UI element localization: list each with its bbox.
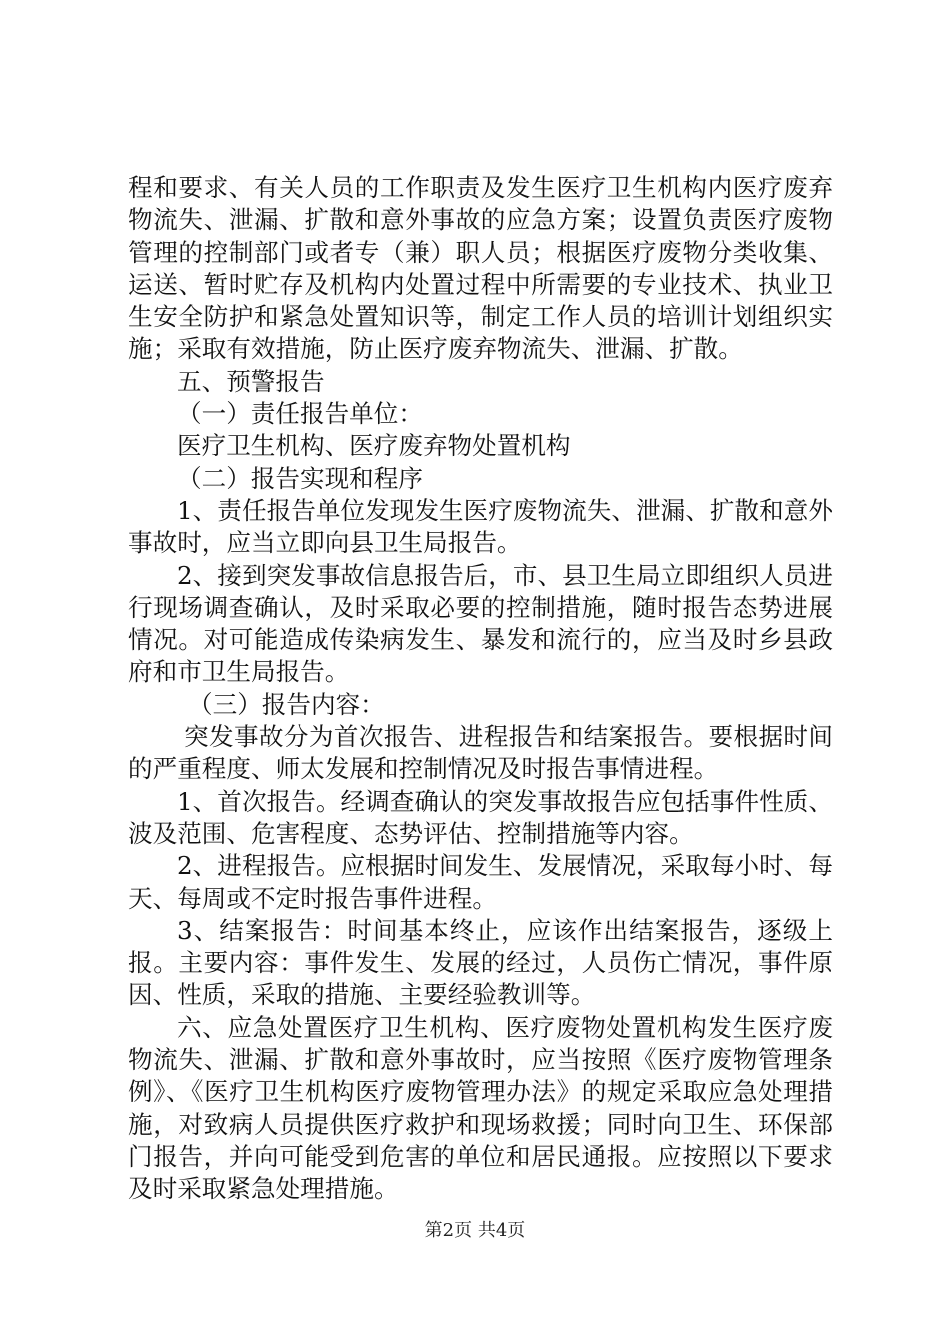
paragraph-section-6: 六、应急处置医疗卫生机构、医疗废物处置机构发生医疗废物流失、泄漏、扩散和意外事故时，应当按照《医疗废物管理条例》、《医疗卫生机构医疗废物管理办法》的规定采取应急处理措施，对致病人员提供医疗救护和现场救援；同时向卫生、环保部门报告，并向可能受到危害的单位和居民通报。应按照以下要求及时采取紧急处理措施。 (128, 1012, 833, 1204)
page-number-footer: 第2页 共4页 (424, 1220, 526, 1241)
paragraph-procedure-1: 1、责任报告单位发现发生医疗废物流失、泄漏、扩散和意外事故时，应当立即向县卫生局报告。 (128, 495, 833, 558)
section-5-heading: 五、预警报告 (177, 366, 325, 396)
subsection-2-heading: （二）报告实现和程序 (177, 463, 423, 493)
paragraph-closing-report: 3、结案报告：时间基本终止，应该作出结案报告，逐级上报。主要内容：事件发生、发展的经过，人员伤亡情况，事件原因、性质，采取的措施、主要经验教训等。 (128, 915, 833, 1010)
paragraph-report-units: 医疗卫生机构、医疗废弃物处置机构 (177, 431, 571, 461)
paragraph-first-report: 1、首次报告。经调查确认的突发事故报告应包括事件性质、波及范围、危害程度、态势评估、控制措施等内容。 (128, 786, 833, 848)
paragraph-procedure-2: 2、接到突发事故信息报告后，市、县卫生局立即组织人员进行现场调查确认，及时采取必要的控制措施，随时报告态势进展情况。对可能造成传染病发生、暴发和流行的，应当及时乡县政府和市卫生局报告。 (128, 560, 833, 687)
subsection-3-heading: （三）报告内容： (188, 689, 385, 719)
paragraph-continued: 程和要求、有关人员的工作职责及发生医疗卫生机构内医疗废弃物流失、泄漏、扩散和意外事故的应急方案；设置负责医疗废物管理的控制部门或者专（兼）职人员；根据医疗废物分类收集、运送、暂时贮存及机构内处置过程中所需要的专业技术、执业卫生安全防护和紧急处置知识等，制定工作人员的培训计划组织实施；采取有效措施，防止医疗废弃物流失、泄漏、扩散。 (128, 173, 833, 364)
document-body (128, 172, 833, 1206)
paragraph-content-intro: 突发事故分为首次报告、进程报告和结案报告。要根据时间的严重程度、师太发展和控制情况及时报告事情进程。 (128, 722, 833, 784)
subsection-1-heading: （一）责任报告单位： (177, 399, 423, 429)
paragraph-progress-report: 2、进程报告。应根据时间发生、发展情况，采取每小时、每天、每周或不定时报告事件进程。 (128, 851, 833, 913)
